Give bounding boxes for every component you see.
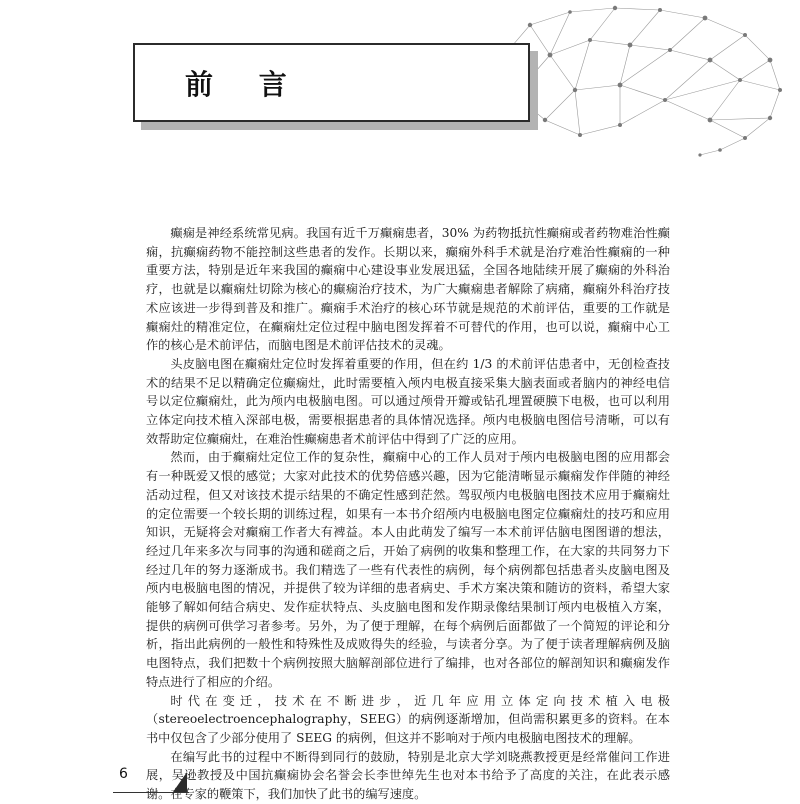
paragraph-5: 在编写此书的过程中不断得到同行的鼓励，特别是北京大学刘晓燕教授更是经常催问工作进展，吴逊教授及中国抗癫痫协会名誉会长李世绰先生也对本书给予了高度的关注，在此表示感谢。在专家的鞭策下，我们加快了此书的编写速度。 <box>146 749 670 802</box>
preface-body <box>146 224 670 804</box>
footer-rule <box>113 792 189 793</box>
paragraph-3: 然而，由于癫痫灶定位工作的复杂性，癫痫中心的工作人员对于颅内电极脑电图的应用都会有一种既爱又恨的感觉；大家对此技术的优势倍感兴趣，因为它能清晰显示癫痫发作伴随的神经活动过程，但又对该技术提示结果的不确定性感到茫然。驾驭颅内电极脑电图技术应用于癫痫灶的定位需要一个较长期的训练过程，如果有一本书介绍颅内电极脑电图定位癫痫灶的技巧和应用知识，无疑将会对癫痫工作者大有裨益。本人由此萌发了编写一本术前评估脑电图图谱的想法，经过几年来多次与同事的沟通和磋商之后，开始了病例的收集和整理工作，在大家的共同努力下经过几年的努力逐渐成书。我们精选了一些有代表性的病例，每个病例都包括患者头皮脑电图及颅内电极脑电图的情况，并提供了较为详细的患者病史、手术方案决策和随访的资料，希望大家能够了解如何结合病史、发作症状特点、头皮脑电图和发作期录像结果制订颅内电极植入方案，提供的病例可供学习者参考。另外，为了便于理解，在每个病例后面都做了一个简短的评论和分析，指出此病例的一般性和特殊性及成败得失的经验，与读者分享。为了便于读者理解病例及脑电图特点，我们把数十个病例按照大脑解剖部位进行了编排，也对各部位的解剖知识和癫痫发作特点进行了相应的介绍。 <box>146 450 670 689</box>
page-number: 6 <box>119 766 128 782</box>
paragraph-1: 癫痫是神经系统常见病。我国有近千万癫痫患者，30% 为药物抵抗性癫痫或者药物难治性癫痫，抗癫痫药物不能控制这些患者的发作。长期以来，癫痫外科手术就是治疗难治性癫痫的一种重要方法，特别是近年来我国的癫痫中心建设事业发展迅猛，全国各地陆续开展了癫痫的外科治疗，也就是以癫痫灶切除为核心的癫痫治疗技术，为广大癫痫患者解除了病痛，癫痫外科治疗技术应该进一步得到普及和推广。癫痫手术治疗的核心环节就是规范的术前评估，重要的工作就是癫痫灶的精准定位，在癫痫灶定位过程中脑电图发挥着不可替代的作用，也可以说，癫痫中心工作的核心是术前评估，而脑电图是术前评估技术的灵魂。 <box>146 226 670 353</box>
paragraph-4: 时代在变迁，技术在不断进步，近几年应用立体定向技术植入电极（stereoelectroencephalography，SEEG）的病例逐渐增加，但尚需积累更多的资料。在本书中仅包含了少部分使用了 SEEG 的病例，但这并不影响对于颅内电极脑电图技术的理解。 <box>146 693 670 745</box>
paragraph-2: 头皮脑电图在癫痫灶定位时发挥着重要的作用，但在约 1/3 的术前评估患者中，无创检查技术的结果不足以精确定位癫痫灶，此时需要植入颅内电极直接采集大脑表面或者脑内的神经电信号以定位癫痫灶，此为颅内电极脑电图。可以通过颅骨开瓣或钻孔埋置硬膜下电极，也可以利用立体定向技术植入深部电极，需要根据患者的具体情况选择。颅内电极脑电图信号清晰，可以有效帮助定位癫痫灶，在难治性癫痫患者术前评估中得到了广泛的应用。 <box>146 356 670 446</box>
footer-triangle-decoration <box>173 772 187 792</box>
page-footer <box>113 766 213 796</box>
title-box <box>133 43 530 122</box>
page-title: 前 言 <box>185 67 305 101</box>
